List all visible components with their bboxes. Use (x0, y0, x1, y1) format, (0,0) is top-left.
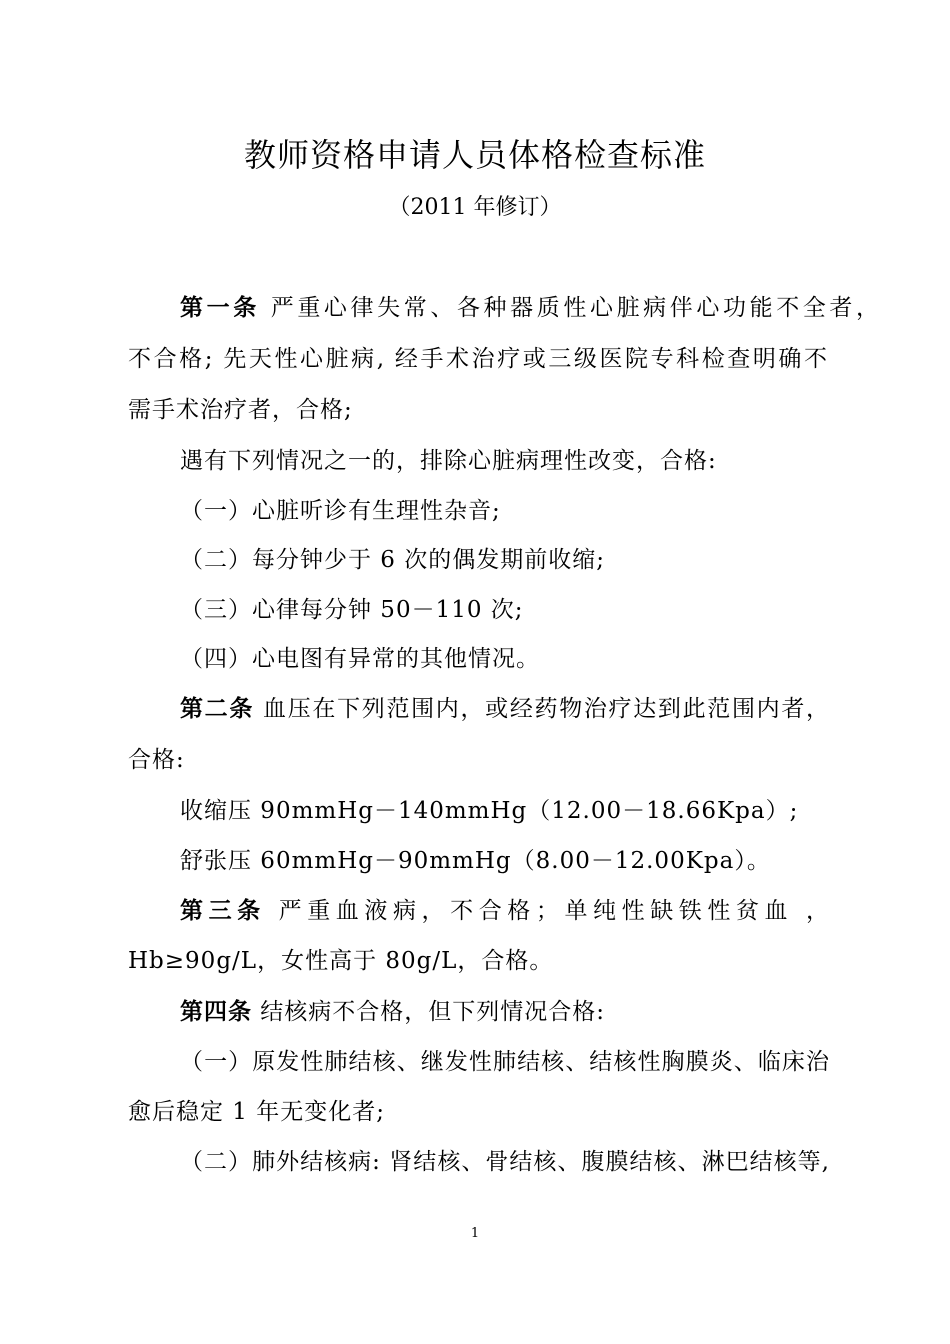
article-3-heading: 第三条 (180, 897, 266, 924)
article-4-item-1: （一）原发性肺结核、继发性肺结核、结核性胸膜炎、临床治 (180, 1049, 830, 1075)
article-2-line-1: 第二条 血压在下列范围内，或经药物治疗达到此范围内者， (180, 695, 831, 722)
article-1-line-1: 第一条 严重心律失常、各种器质性心脏病伴心功能不全者， (180, 294, 881, 321)
page-number: 1 (470, 1226, 480, 1241)
article-1-item-1: （一）心脏听诊有生理性杂音; (180, 498, 501, 524)
article-2-systolic: 收缩压 90mmHg－140mmHg（12.00－18.66Kpa）; (180, 798, 799, 824)
article-1-item-3: （三）心律每分钟 50－110 次; (180, 597, 524, 623)
article-1-line-2: 不合格; 先天性心脏病, 经手术治疗或三级医院专科检查明确不 (128, 346, 828, 372)
document-subtitle: （2011 年修订） (388, 195, 562, 220)
article-4-line-1: 第四条 结核病不合格，但下列情况合格: (180, 998, 606, 1025)
article-4-item-1-cont: 愈后稳定 1 年无变化者; (128, 1099, 386, 1125)
article-4-item-2: （二）肺外结核病: 肾结核、骨结核、腹膜结核、淋巴结核等, (180, 1149, 830, 1175)
article-1-line-3: 需手术治疗者，合格; (128, 397, 353, 423)
article-2-diastolic: 舒张压 60mmHg－90mmHg（8.00－12.00Kpa）。 (180, 848, 771, 874)
article-4-heading: 第四条 (180, 998, 252, 1025)
article-1-item-4: （四）心电图有异常的其他情况。 (180, 646, 540, 672)
article-1-item-2: （二）每分钟少于 6 次的偶发期前收缩; (180, 547, 606, 573)
article-1-heading: 第一条 (180, 294, 260, 321)
article-3-line-2: Hb≥90g/L，女性高于 80g/L，合格。 (128, 948, 554, 974)
article-2-line-2: 合格: (128, 747, 185, 773)
article-2-heading: 第二条 (180, 695, 255, 722)
document-title: 教师资格申请人员体格检查标准 (243, 136, 706, 174)
article-1-line-4: 遇有下列情况之一的，排除心脏病理性改变，合格: (180, 448, 717, 474)
article-3-line-1: 第三条 严重血液病，不合格；单纯性缺铁性贫血 ， (180, 897, 831, 924)
